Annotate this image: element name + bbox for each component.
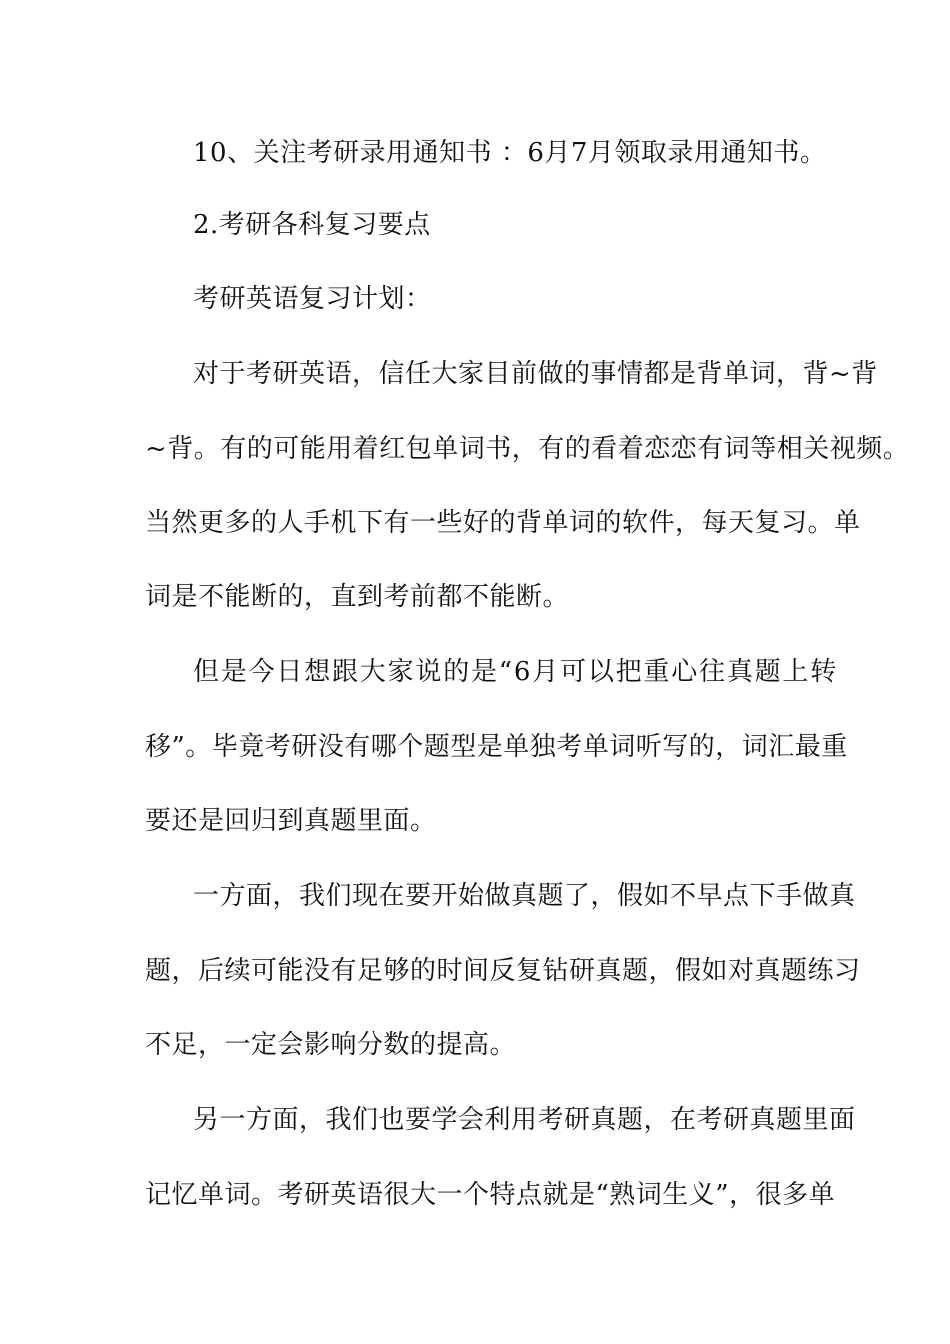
paragraph-line: 一方面，我们现在要开始做真题了，假如不早点下手做真 <box>193 881 856 911</box>
paragraph-line: 另一方面，我们也要学会利用考研真题，在考研真题里面 <box>193 1105 856 1135</box>
paragraph-line: 记忆单词。考研英语很大一个特点就是“熟词生义”，很多单 <box>145 1180 836 1210</box>
paragraph-line: ~背。有的可能用着红包单词书，有的看着恋恋有词等相关视频。 <box>145 434 910 464</box>
paragraph-line: 对于考研英语，信任大家目前做的事情都是背单词，背~背 <box>193 359 878 389</box>
paragraph-line: 不足，一定会影响分数的提高。 <box>145 1030 517 1060</box>
paragraph-line: 要还是回归到真题里面。 <box>145 806 437 836</box>
section-heading: 2.考研各科复习要点 <box>193 210 431 240</box>
list-item-10-notice: 10、关注考研录用通知书 ：6月7月领取录用通知书。 <box>193 138 827 168</box>
paragraph-line: 当然更多的人手机下有一些好的背单词的软件，每天复习。单 <box>145 508 861 538</box>
paragraph-line: 移”。毕竟考研没有哪个题型是单独考单词听写的，词汇最重 <box>145 732 848 762</box>
paragraph-line: 词是不能断的，直到考前都不能断。 <box>145 582 570 612</box>
subheading-english-plan: 考研英语复习计划： <box>193 284 432 314</box>
paragraph-line: 题，后续可能没有足够的时间反复钻研真题，假如对真题练习 <box>145 956 861 986</box>
paragraph-line: 但是今日想跟大家说的是“6月可以把重心往真题上转 <box>193 657 839 687</box>
